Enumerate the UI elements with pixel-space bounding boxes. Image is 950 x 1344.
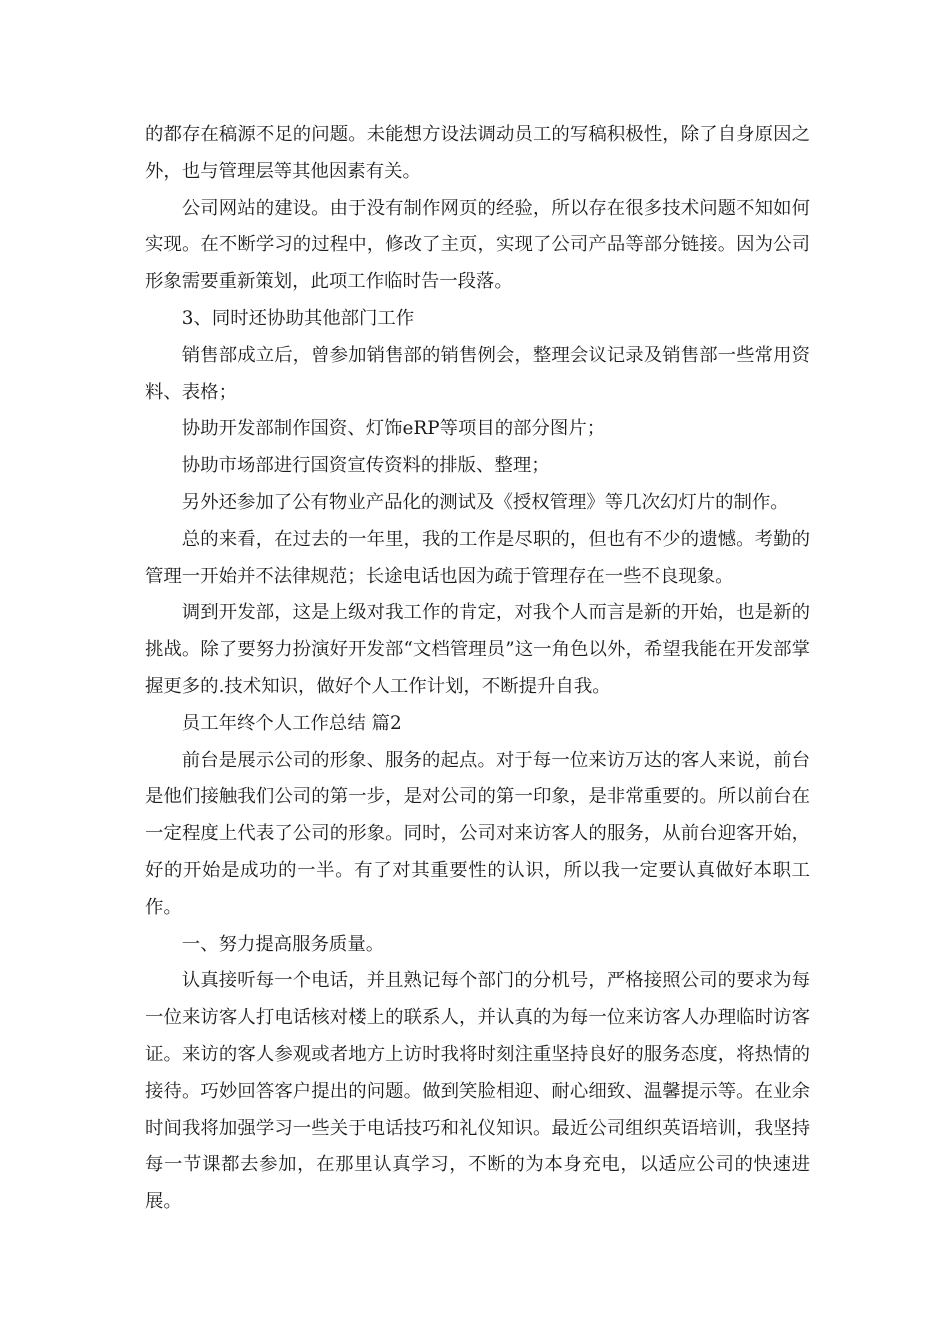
section-heading: 一、努力提高服务质量。 [181,933,385,955]
paragraph-4: 协助开发部制作国资、灯饰eRP等项目的部分图片； [181,418,606,440]
paragraph-7: 总的来看，在过去的一年里，我的工作是尽职的，但也有不少的遗憾。考勤的管理一开始并不法律规范；长途电话也因为疏于管理存在一些不良现象。 [145,528,810,587]
paragraph-10: 认真接听每一个电话，并且熟记每个部门的分机号，严格接照公司的要求为每一位来访客人打电话核对楼上的联系人，并认真的为每一位来访客人办理临时访客证。来访的客人参观或者地方上访时我将时刻注重坚持良好的服务态度，将热情的接待。巧妙回答客户提出的问题。做到笑脸相迎、耐心细致、温馨提示等。在业余时间我将加强学习一些关于电话技巧和礼仪知识。最近公司组织英语培训，我坚持每一节课都去参加，在那里认真学习，不断的为本身充电，以适应公司的快速进展。 [145,970,810,1213]
paragraph-8: 调到开发部，这是上级对我工作的肯定，对我个人而言是新的开始，也是新的挑战。除了要努力扮演好开发部“文档管理员”这一角色以外，希望我能在开发部掌握更多的.技术知识，做好个人工作计划，不断提升自我。 [145,602,810,697]
paragraph-5: 协助市场部进行国资宣传资料的排版、整理； [181,455,550,477]
section-heading: 3、同时还协助其他部门工作 [181,307,415,329]
paragraph-1: 的都存在稿源不足的问题。未能想方设法调动员工的写稿积极性，除了自身原因之外，也与管理层等其他因素有关。 [145,124,810,182]
paragraph-6: 另外还参加了公有物业产品化的测试及《授权管理》等几次幻灯片的制作。 [181,491,789,513]
paragraph-3: 销售部成立后，曾参加销售部的销售例会，整理会议记录及销售部一些常用资料、表格； [145,344,810,403]
article-heading: 员工年终个人工作总结 篇2 [181,712,402,734]
paragraph-2: 公司网站的建设。由于没有制作网页的经验，所以存在很多技术问题不知如何实现。在不断学习的过程中，修改了主页，实现了公司产品等部分链接。因为公司形象需要重新策划，此项工作临时告一段落。 [145,197,810,293]
document-body [145,117,810,1221]
paragraph-9: 前台是展示公司的形象、服务的起点。对于每一位来访万达的客人来说，前台是他们接触我们公司的第一步，是对公司的第一印象，是非常重要的。所以前台在一定程度上代表了公司的形象。同时，公司对来访客人的服务，从前台迎客开始，好的开始是成功的一半。有了对其重要性的认识，所以我一定要认真做好本职工作。 [145,749,810,918]
